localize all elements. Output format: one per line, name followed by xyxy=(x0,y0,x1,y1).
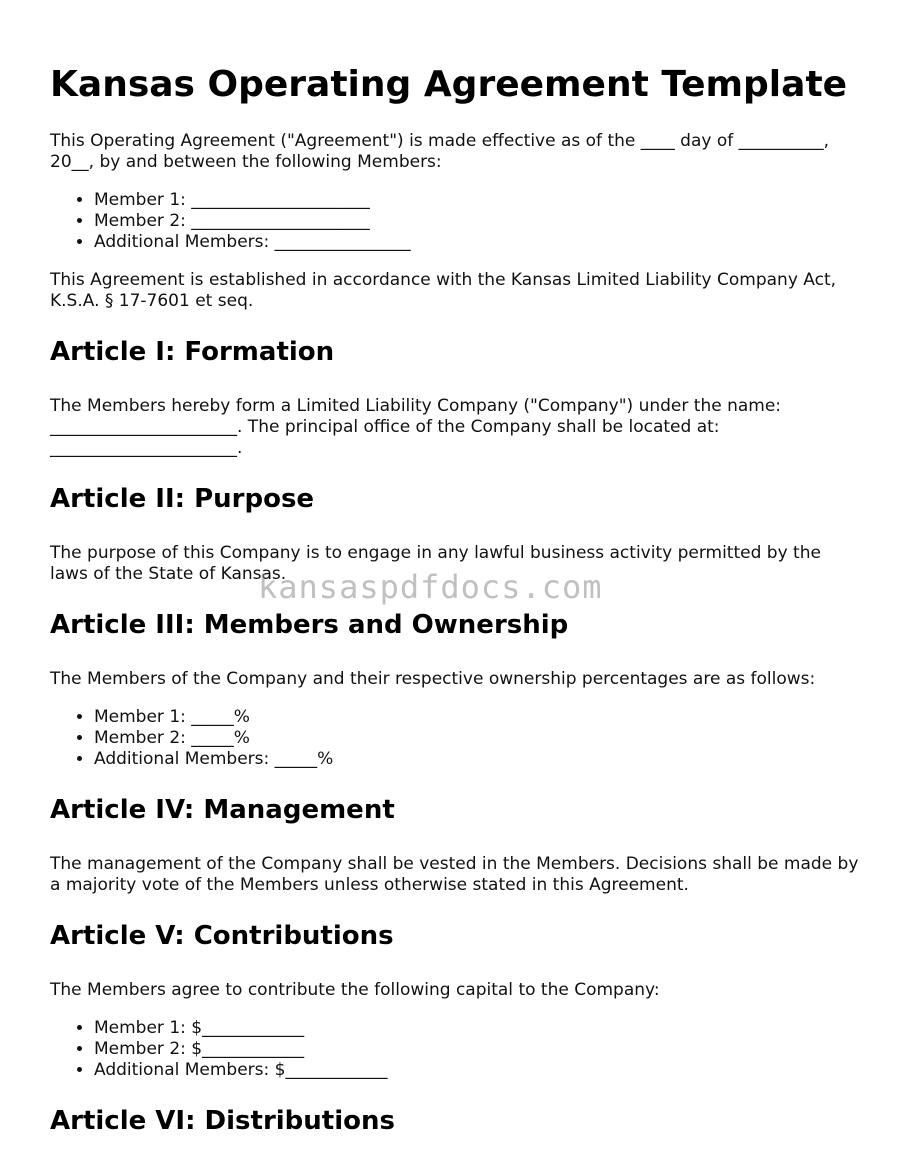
watermark: kansaspdfdocs.com xyxy=(258,568,603,606)
list-item: • Member 2: _____________________ xyxy=(94,211,860,232)
article-4-text: The management of the Company shall be vested in the Members. Decisions shall be made by a majority vote of the Members unless otherwise stated in this Agreement. xyxy=(50,854,859,895)
list-item: • Additional Members: ________________ xyxy=(94,232,860,253)
article-5-heading: Article V: Contributions xyxy=(50,921,394,951)
article-1-heading: Article I: Formation xyxy=(50,337,335,367)
document-page xyxy=(50,63,860,1165)
article-4-heading: Article IV: Management xyxy=(50,795,395,825)
list-item: • Member 1: $____________ xyxy=(94,1018,860,1039)
ownership-list xyxy=(50,707,860,770)
article-2-text: The purpose of this Company is to engage in any lawful business activity permitted by the laws of the State of Kansas. xyxy=(50,543,821,584)
article-6-heading: Article VI: Distributions xyxy=(50,1106,395,1136)
article-3-text: The Members of the Company and their respective ownership percentages are as follows: xyxy=(50,669,816,689)
contributions-list xyxy=(50,1018,860,1081)
list-item: • Member 2: $____________ xyxy=(94,1039,860,1060)
act-paragraph: This Agreement is established in accordance with the Kansas Limited Liability Company Act, K.S.A. § 17-7601 et seq. xyxy=(50,270,837,311)
list-item: • Member 2: _____% xyxy=(94,728,860,749)
article-1-text: The Members hereby form a Limited Liability Company ("Company") under the name: ______________________. The principal office of the Company shall be located at: ______________________. xyxy=(50,396,782,458)
document-title: Kansas Operating Agreement Template xyxy=(50,64,848,105)
list-item: • Additional Members: $____________ xyxy=(94,1060,860,1081)
intro-paragraph: This Operating Agreement ("Agreement") is made effective as of the ____ day of __________, 20__, by and between the following Members: xyxy=(50,131,830,172)
article-3-heading: Article III: Members and Ownership xyxy=(50,610,569,640)
article-5-text: The Members agree to contribute the following capital to the Company: xyxy=(50,980,660,1000)
article-2-heading: Article II: Purpose xyxy=(50,484,315,514)
list-item: • Additional Members: _____% xyxy=(94,749,860,770)
list-item: • Member 1: _____% xyxy=(94,707,860,728)
list-item: • Member 1: _____________________ xyxy=(94,190,860,211)
members-list xyxy=(50,190,860,253)
